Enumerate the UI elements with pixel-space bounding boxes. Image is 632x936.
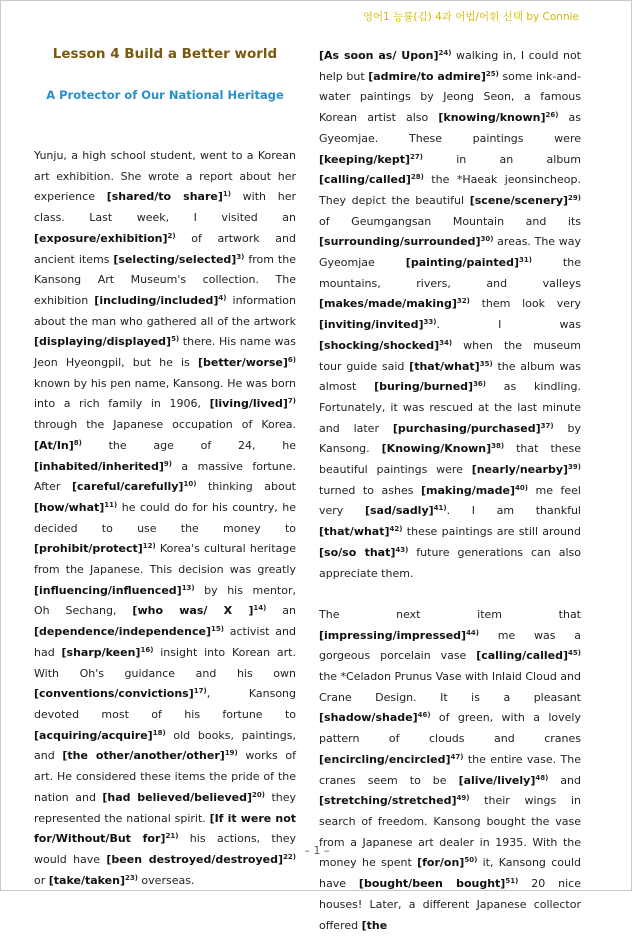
header-title: 영어1 능률(김) 4과 어법/어휘 선택 xyxy=(362,11,523,23)
question-number: 6) xyxy=(287,356,296,365)
answer-choice: [selecting/selected] xyxy=(113,252,237,266)
answer-choice: [At/In] xyxy=(34,438,74,452)
answer-choice: [who was/ X ] xyxy=(132,604,254,618)
answer-choice: [including/included] xyxy=(94,293,219,307)
answer-choice: [sad/sadly] xyxy=(364,504,434,518)
answer-choice: [If it were not for/Without/But for] xyxy=(34,811,297,846)
answer-choice: [makes/made/making] xyxy=(319,297,457,311)
answer-choice: [influencing/influenced] xyxy=(34,583,182,597)
answer-choice: [take/taken] xyxy=(48,873,125,887)
question-number: 48) xyxy=(535,773,549,782)
lesson-subtitle: A Protector of Our National Heritage xyxy=(46,88,284,102)
question-number: 39) xyxy=(568,463,581,472)
question-number: 13) xyxy=(181,583,195,592)
answer-choice: [inviting/invited] xyxy=(319,318,424,332)
question-number: 7) xyxy=(287,397,296,406)
question-number: 46) xyxy=(417,711,431,720)
question-number: 34) xyxy=(439,338,453,347)
header-author: by Connie xyxy=(526,11,579,23)
answer-choice: [inhabited/inherited] xyxy=(34,459,164,473)
answer-choice: [keeping/kept] xyxy=(319,152,410,166)
right-column xyxy=(319,46,581,936)
answer-choice: [making/made] xyxy=(421,483,515,497)
question-number: 49) xyxy=(456,794,470,803)
answer-choice: [calling/called] xyxy=(319,173,411,187)
answer-choice: [the xyxy=(361,918,388,932)
answer-choice: [that/what] xyxy=(319,525,390,539)
answer-choice: [conventions/convictions] xyxy=(34,687,194,701)
answer-choice: [for/on] xyxy=(417,856,465,870)
question-number: 14) xyxy=(253,604,267,613)
question-number: 44) xyxy=(466,628,480,637)
answer-choice: [knowing/known] xyxy=(438,111,546,125)
question-number: 11) xyxy=(104,500,118,509)
answer-choice: [had believed/believed] xyxy=(102,790,253,804)
question-number: 10) xyxy=(183,480,197,489)
answer-choice: [sharp/keen] xyxy=(61,645,141,659)
answer-choice: [As soon as/ Upon] xyxy=(319,49,439,62)
question-number: 41) xyxy=(433,504,447,513)
paragraph-2: [As soon as/ Upon]$^{24)}$ walking in, I could not help but [admire/to admire]$^{25)}$ some ink-and-water paintings by Jeong Seon, a famous Korean artist also [knowing/known]$^{26)}$ as Gyeomjae. These paintings were [keeping/kept]$^{27)}$ in an album [calling/called]$^{28)}$ the *Haeak jeonsincheop. They depict the beautiful [scene/scenery]$^{29)}$ of Geumgangsan Mountain and its [surrounding/surrounded]$^{30)}$ areas. The way Gyeomjae [painting/painted]$^{31)}$ the mountains, rivers, and valleys [makes/made/making]$^{32)}$ them look very [inviting/invited]$^{33)}$. I was [shocking/shocked]$^{34)}$ when the museum tour guide said [that/what]$^{35)}$ the album was almost [buring/burned]$^{36)}$ as kindling. Fortunately, it was rescued at the last minute and later [purchasing/purchased]$^{37)}$ by Kansong. [Knowing/Known]$^{38)}$ that these beautiful paintings were [nearly/nearby]$^{39)}$ turned to ashes [making/made]$^{40)}$ me feel very [sad/sadly]$^{41)}$. I am thankful [that/what]$^{42)}$ these paintings are still around [so/so that]$^{43)}$ future generations can also appreciate them. xyxy=(319,49,582,580)
question-number: 2) xyxy=(167,231,176,240)
question-number: 16) xyxy=(140,645,154,654)
answer-choice: [that/what] xyxy=(409,359,480,373)
question-number: 24) xyxy=(438,49,452,57)
question-number: 50) xyxy=(464,856,478,865)
answer-choice: [been destroyed/destroyed] xyxy=(106,852,284,866)
left-column xyxy=(34,146,296,891)
question-number: 22) xyxy=(283,852,296,861)
answer-choice: [nearly/nearby] xyxy=(471,463,569,477)
answer-choice: [better/worse] xyxy=(197,356,288,370)
question-number: 19) xyxy=(224,749,238,758)
question-number: 45) xyxy=(568,649,581,658)
answer-choice: [calling/called] xyxy=(476,649,569,663)
answer-choice: [the other/another/other] xyxy=(62,749,225,763)
question-number: 12) xyxy=(142,542,156,551)
page-number: – 1 – xyxy=(304,844,330,857)
answer-choice: [encircling/encircled] xyxy=(319,752,451,766)
answer-choice: [Knowing/Known] xyxy=(381,442,492,456)
question-number: 42) xyxy=(389,525,403,534)
question-number: 36) xyxy=(473,380,487,389)
question-number: 29) xyxy=(568,193,581,202)
answer-choice: [purchasing/purchased] xyxy=(392,421,541,435)
question-number: 40) xyxy=(514,483,528,492)
question-number: 51) xyxy=(505,877,519,886)
answer-choice: [shared/to share] xyxy=(106,190,223,204)
answer-choice: [exposure/exhibition] xyxy=(34,231,168,245)
paragraph-1: Yunju, a high school student, went to a Korean art exhibition. She wrote a report about her experience [shared/to share]$^{1)}$ with her class. Last week, I visited an [exposure/exhibition]$^{2)}$ of artwork and ancient items [selecting/selected]$^{3)}$ from the Kansong Art Museum's collection. The exhibition [including/included]$^{4)}$ information about the man who gathered all of the artwork [displaying/displayed]$^{5)}$ there. His name was Jeon Hyeongpil, but he is [better/worse]$^{6)}$ known by his pen name, Kansong. He was born into a rich family in 1906, [living/lived]$^{7)}$ through the Japanese occupation of Korea. $[At/In]^{8)}$ the age of 24, he [inhabited/inherited]$^{9)}$ a massive fortune. After [careful/carefully]$^{10)}$ thinking about [how/what]$^{11)}$ he could do for his country, he decided to use the money to [prohibit/protect]$^{12)}$ Korea's cultural heritage from the Japanese. This decision was greatly [influencing/influenced]$^{13)}$ by his mentor, Oh Sechang, [who was/ X ]$^{14)}$ an [dependence/independence]$^{15)}$ activist and had [sharp/keen]$^{16)}$ insight into Korean art. With Oh's guidance and his own [conventions/convictions]$^{17)}$, Kansong devoted most of his fortune to [acquiring/acquire]$^{18)}$ old books, paintings, and [the other/another/other]$^{19)}$ works of art. He considered these items the pride of the nation and [had believed/believed]$^{20)}$ they represented the national spirit. [If it were not for/Without/But for]$^{21)}$ his actions, they would have [been destroyed/destroyed]$^{22)}$ or [take/taken]$^{23)}$ overseas. xyxy=(34,149,297,887)
question-number: 4) xyxy=(218,293,227,302)
question-number: 33) xyxy=(423,318,437,327)
paragraph-3: The next item that [impressing/impressed]$^{44)}$ me was a gorgeous porcelain vase [calling/called]$^{45)}$ the *Celadon Prunus Vase with Inlaid Cloud and Crane Design. It is a pleasant [shadow/shade]$^{46)}$ of green, with a lovely pattern of clouds and cranes [encircling/encircled]$^{47)}$ the entire vase. The cranes seem to be [alive/lively]$^{48)}$ and [stretching/stretched]$^{49)}$ their wings in search of freedom. Kansong bought the vase from a Japanese art dealer in 1935. With the money he spent $[for/on]^{50)}$ it, Kansong could have [bought/been bought]$^{51)}$ 20 nice houses! Later, a different Japanese collector offered [the xyxy=(319,607,581,932)
answer-choice: [how/what] xyxy=(34,500,105,514)
question-number: 23) xyxy=(124,873,138,882)
page-header xyxy=(363,9,579,24)
question-number: 43) xyxy=(395,545,409,554)
question-number: 15) xyxy=(210,625,224,634)
question-number: 37) xyxy=(540,421,554,430)
answer-choice: [impressing/impressed] xyxy=(319,628,467,642)
answer-choice: [surrounding/surrounded] xyxy=(319,235,481,249)
question-number: 3) xyxy=(236,252,245,261)
question-number: 31) xyxy=(519,256,532,265)
question-number: 25) xyxy=(485,69,499,78)
answer-choice: [painting/painted] xyxy=(405,256,519,270)
question-number: 32) xyxy=(456,297,470,306)
question-number: 17) xyxy=(193,687,207,696)
answer-choice: [admire/to admire] xyxy=(368,69,486,83)
question-number: 9) xyxy=(163,459,172,468)
answer-choice: [buring/burned] xyxy=(374,380,474,394)
question-number: 21) xyxy=(165,832,179,841)
answer-choice: [displaying/displayed] xyxy=(34,335,172,349)
answer-choice: [dependence/independence] xyxy=(34,625,211,639)
question-number: 26) xyxy=(545,111,559,120)
question-number: 30) xyxy=(480,235,494,244)
answer-choice: [alive/lively] xyxy=(458,773,536,787)
answer-choice: [so/so that] xyxy=(319,545,396,559)
answer-choice: [prohibit/protect] xyxy=(34,542,143,556)
answer-choice: [stretching/stretched] xyxy=(319,794,457,808)
question-number: 20) xyxy=(252,790,265,799)
question-number: 8) xyxy=(73,438,82,447)
question-number: 35) xyxy=(479,359,493,368)
question-number: 28) xyxy=(410,173,424,182)
lesson-title: Lesson 4 Build a Better world xyxy=(52,46,278,62)
answer-choice: [shadow/shade] xyxy=(319,711,418,725)
question-number: 5) xyxy=(171,335,180,344)
question-number: 27) xyxy=(409,152,423,161)
answer-choice: [bought/been bought] xyxy=(358,877,506,891)
answer-choice: [living/lived] xyxy=(209,397,288,411)
answer-choice: [acquiring/acquire] xyxy=(34,728,153,742)
question-number: 38) xyxy=(491,442,505,451)
answer-choice: [scene/scenery] xyxy=(469,193,569,207)
question-number: 1) xyxy=(222,190,231,199)
answer-choice: [careful/carefully] xyxy=(72,480,184,494)
question-number: 47) xyxy=(450,752,464,761)
answer-choice: [shocking/shocked] xyxy=(319,338,440,352)
question-number: 18) xyxy=(152,728,166,737)
